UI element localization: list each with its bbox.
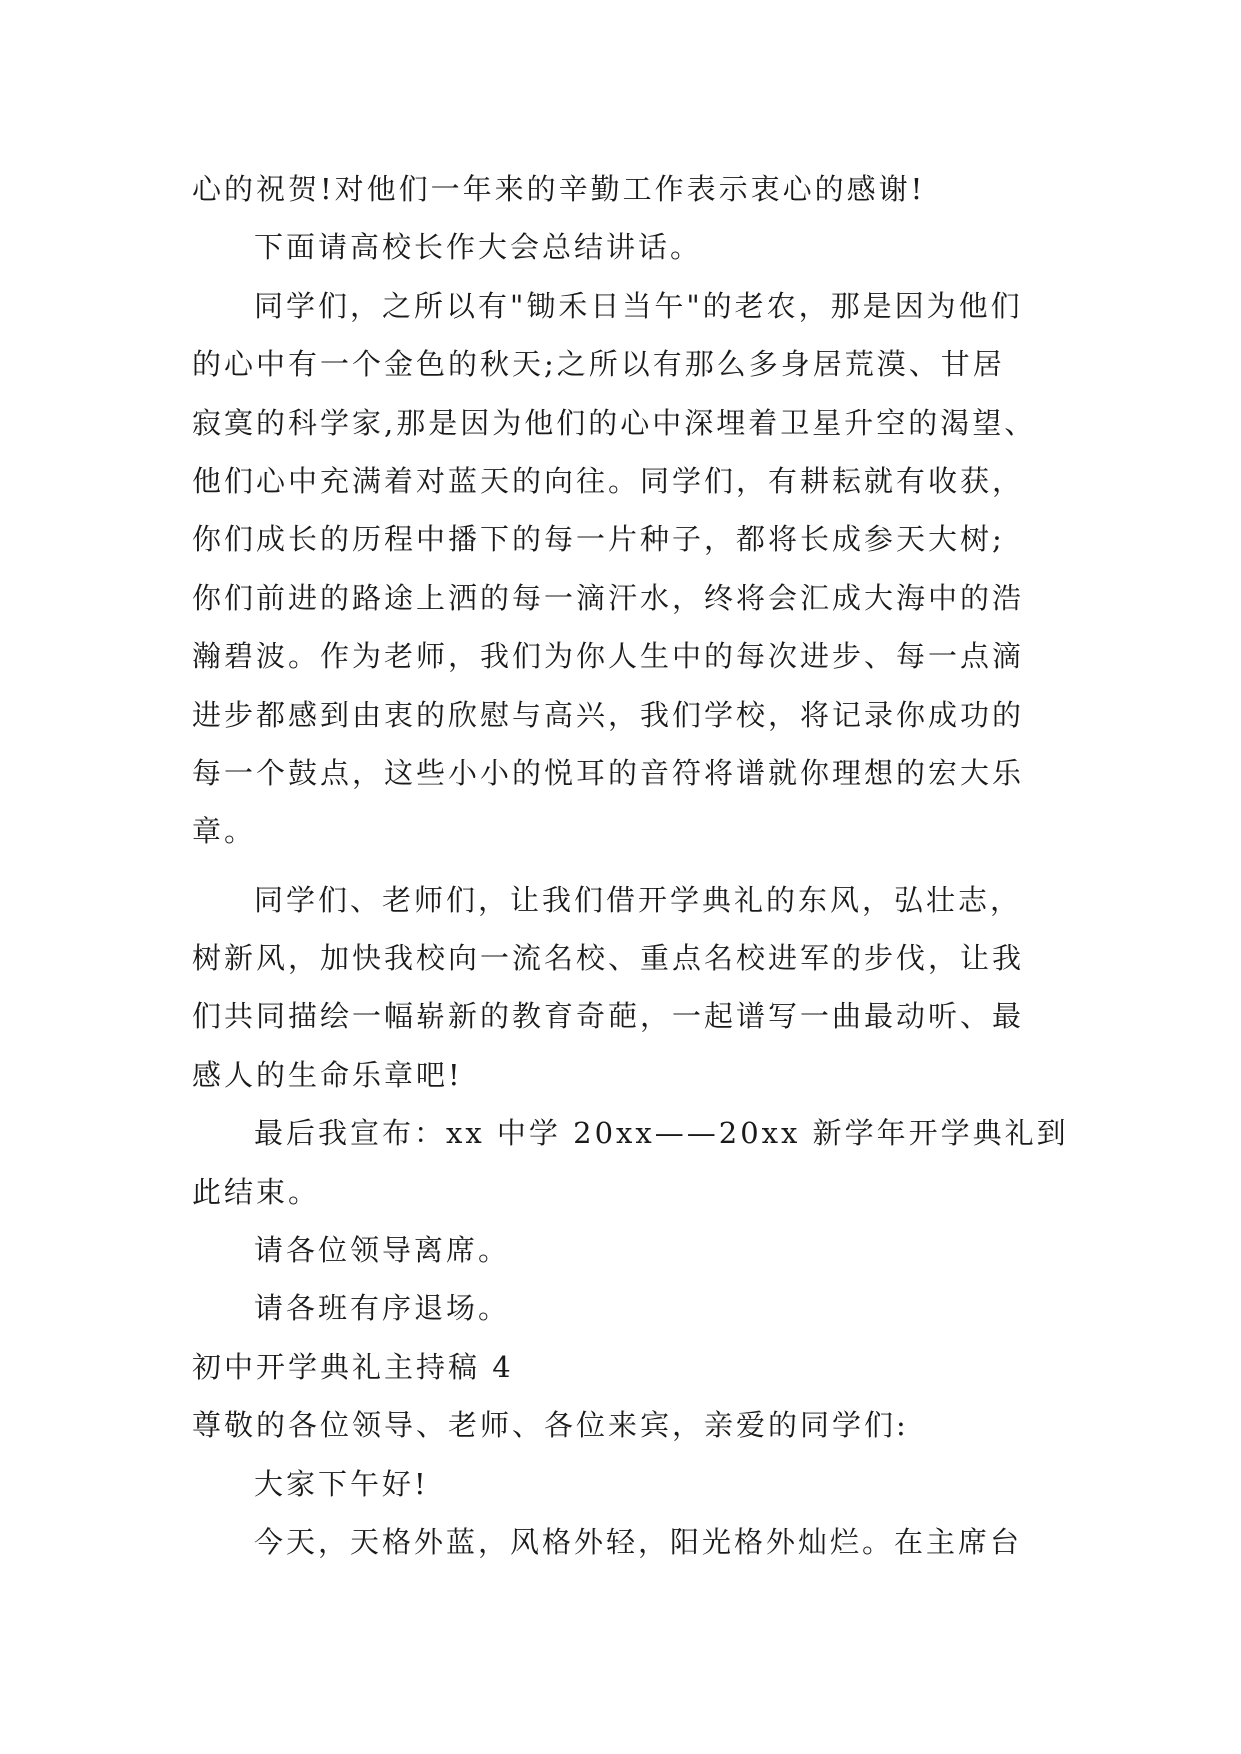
- greeting: 大家下午好!: [254, 1466, 429, 1501]
- section-heading: 初中开学典礼主持稿 4: [192, 1349, 514, 1384]
- text-line: 请各班有序退场。: [254, 1291, 511, 1326]
- text-line: 章。: [192, 814, 257, 849]
- text-line: 们共同描绘一幅崭新的教育奇葩，一起谱写一曲最动听、最: [192, 999, 1025, 1034]
- text-line: 同学们、老师们，让我们借开学典礼的东风，弘壮志，: [254, 882, 1023, 917]
- text-line: 下面请高校长作大会总结讲话。: [254, 230, 703, 265]
- text-line: 进步都感到由衷的欣慰与高兴，我们学校，将记录你成功的: [192, 697, 1025, 732]
- text-line: 心的祝贺!对他们一年来的辛勤工作表示衷心的感谢!: [192, 172, 926, 206]
- text-line: 树新风，加快我校向一流名校、重点名校进军的步伐，让我: [192, 941, 1025, 976]
- text-line: 瀚碧波。作为老师，我们为你人生中的每次进步、每一点滴: [192, 639, 1025, 674]
- text-line: 你们成长的历程中播下的每一片种子，都将长成参天大树;: [192, 522, 1005, 557]
- text-line: 你们前进的路途上洒的每一滴汗水，终将会汇成大海中的浩: [192, 580, 1025, 615]
- text-line: 最后我宣布：xx 中学 20xx——20xx 新学年开学典礼到: [254, 1116, 1069, 1151]
- document-body: [192, 160, 1072, 1571]
- text-line: 请各位领导离席。: [254, 1233, 511, 1268]
- text-line: 今天，天格外蓝，风格外轻，阳光格外灿烂。在主席台: [254, 1524, 1023, 1559]
- text-line: 他们心中充满着对蓝天的向往。同学们，有耕耘就有收获，: [192, 463, 1025, 498]
- text-line: 每一个鼓点，这些小小的悦耳的音符将谱就你理想的宏大乐: [192, 755, 1025, 790]
- text-line: 此结束。: [192, 1174, 321, 1209]
- salutation: 尊敬的各位领导、老师、各位来宾，亲爱的同学们:: [192, 1408, 909, 1443]
- text-line: 同学们，之所以有"锄禾日当午"的老农，那是因为他们: [254, 288, 1023, 323]
- text-line: 的心中有一个金色的秋天;之所以有那么多身居荒漠、甘居: [192, 347, 1005, 382]
- text-line: 感人的生命乐章吧!: [192, 1057, 463, 1092]
- text-line: 寂寞的科学家,那是因为他们的心中深埋着卫星升空的渴望、: [192, 405, 1037, 440]
